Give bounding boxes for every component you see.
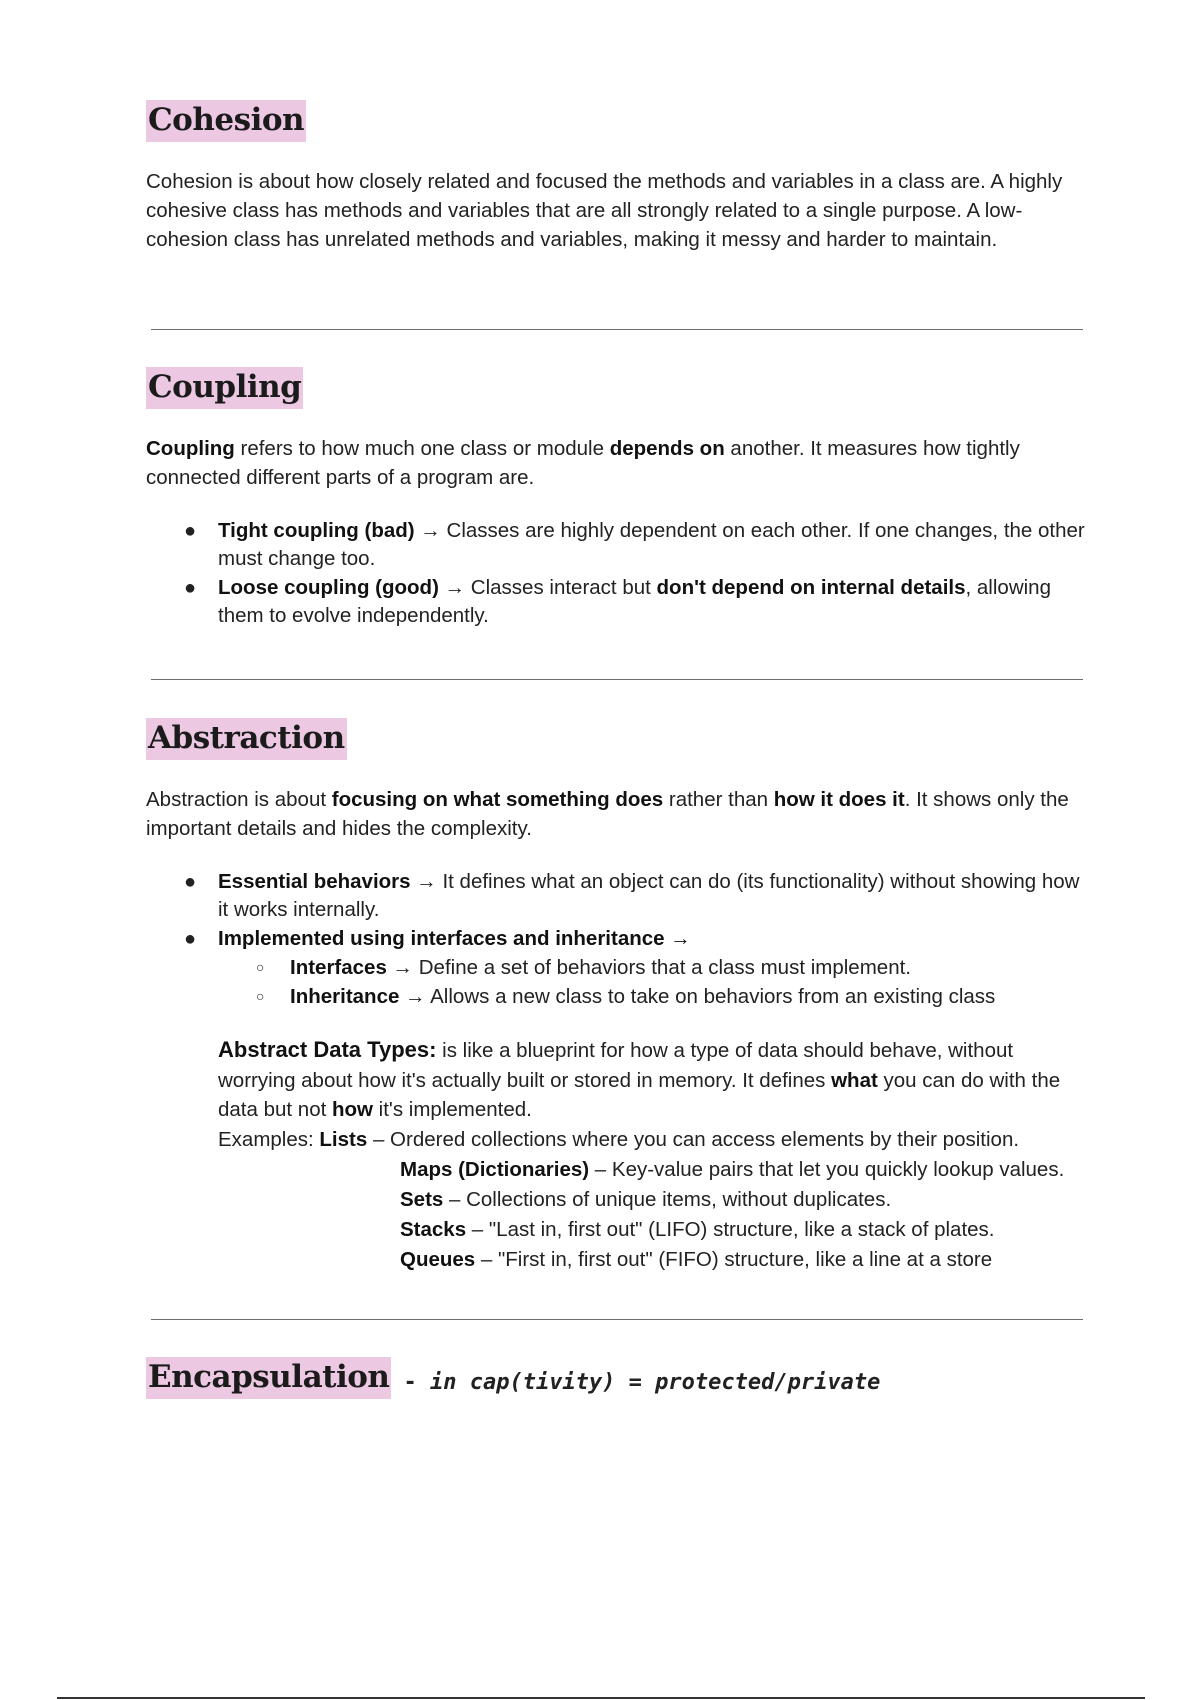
cohesion-heading: Cohesion — [146, 100, 306, 142]
example-item: Examples: Lists – Ordered collections where you can access elements by their position. — [218, 1127, 1020, 1151]
coupling-section — [146, 367, 1086, 630]
coupling-intro: Coupling refers to how much one class or module depends on another. It measures how tightly connected different parts of a program are. — [146, 437, 1020, 489]
circle-bullet-icon: ○ — [256, 988, 265, 1004]
sub-list-item: ○ Inheritance → Allows a new class to take on behaviors from an existing class — [146, 982, 1086, 1011]
bullet-icon: ● — [184, 520, 197, 542]
section-divider — [151, 679, 1083, 680]
abstraction-bullet-list — [146, 868, 1086, 1011]
encapsulation-note: - in cap(tivity) = protected/private — [403, 1370, 881, 1396]
cohesion-body: Cohesion is about how closely related and focused the methods and variables in a class are. A highly cohesive class has methods and variables that are all strongly related to a single purpose. A low-cohesion class has unrelated methods and variables, making it messy and harder to maintain. — [146, 170, 1063, 251]
circle-bullet-icon: ○ — [256, 959, 265, 975]
list-item: ● Tight coupling (bad) → Classes are highly dependent on each other. If one changes, the other must change too. — [184, 519, 1085, 570]
example-item: Queues – "First in, first out" (FIFO) structure, like a line at a store — [400, 1247, 993, 1271]
section-divider — [151, 1319, 1083, 1320]
example-item: Maps (Dictionaries) – Key-value pairs that let you quickly lookup values. — [400, 1157, 1065, 1181]
list-item: ● Loose coupling (good) → Classes interact but don't depend on internal details, allowing them to evolve independently. — [184, 576, 1051, 627]
list-item: ● Essential behaviors → It defines what an object can do (its functionality) without showing how it works internally. — [184, 870, 1080, 921]
encapsulation-heading: Encapsulation — [146, 1357, 391, 1399]
list-item: ● Implemented using interfaces and inheritance → — [146, 925, 1086, 953]
sub-list-item: ○ Interfaces → Define a set of behaviors that a class must implement. — [146, 953, 1086, 982]
cohesion-section — [146, 100, 1086, 254]
abstraction-heading: Abstraction — [146, 718, 347, 760]
bullet-icon: ● — [184, 871, 197, 893]
coupling-heading: Coupling — [146, 367, 303, 409]
encapsulation-section — [146, 1357, 1086, 1399]
abstraction-intro: Abstraction is about focusing on what something does rather than how it does it. It shows only the important details and hides the complexity. — [146, 788, 1069, 840]
bullet-icon: ● — [184, 928, 197, 950]
page-bottom-rule — [57, 1697, 1145, 1699]
section-divider — [151, 329, 1083, 330]
bullet-icon: ● — [184, 577, 197, 599]
adt-block — [146, 1035, 1086, 1275]
example-item: Stacks – "Last in, first out" (LIFO) structure, like a stack of plates. — [400, 1217, 995, 1241]
example-item: Sets – Collections of unique items, without duplicates. — [400, 1187, 892, 1211]
adt-description: Abstract Data Types: is like a blueprint for how a type of data should behave, without worrying about how it's actually built or stored in memory. It defines what you can do with the data but not how it's implemented. — [218, 1037, 1061, 1121]
coupling-bullet-list — [146, 517, 1086, 630]
abstraction-section — [146, 718, 1086, 1275]
